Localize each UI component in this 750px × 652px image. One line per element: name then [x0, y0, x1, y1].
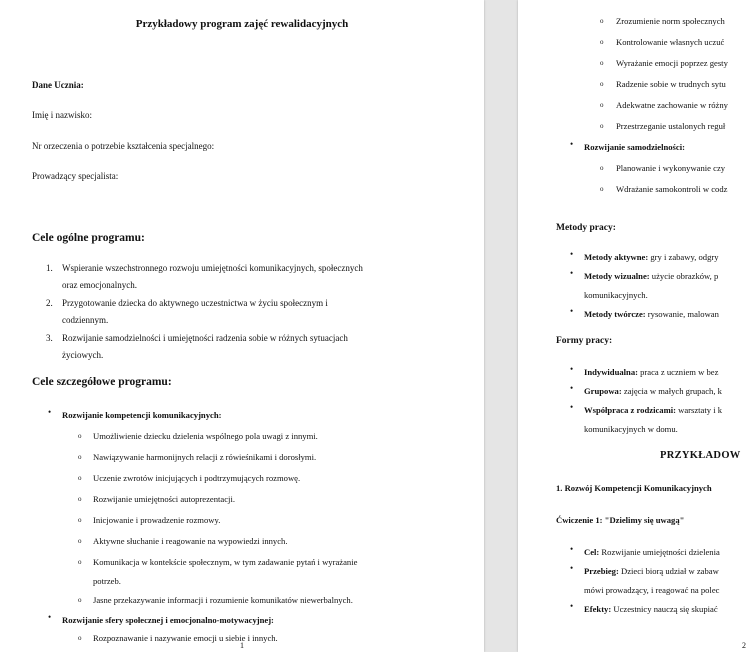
circle-bullet-icon: o: [78, 495, 82, 503]
form-label: Indywidualna:: [584, 367, 638, 377]
section-heading: 1. Rozwój Kompetencji Komunikacyjnych: [556, 483, 712, 493]
social-item: Kontrolowanie własnych uczuć: [616, 37, 725, 47]
document-page-2: [518, 0, 750, 652]
general-goal-text: Wspieranie wszechstronnego rozwoju umiejętności komunikacyjnych, społecznych: [62, 263, 363, 273]
form-text: warsztaty i k: [675, 405, 723, 415]
general-goal-text: Rozwijanie samodzielności i umiejętności radzenia sobie w różnych sytuacjach: [62, 333, 348, 343]
social-item: Radzenie sobie w trudnych sytu: [616, 79, 726, 89]
exercise-label: Przebieg:: [584, 566, 619, 576]
exercise-item: [584, 604, 718, 614]
method-label: Metody wizualne:: [584, 271, 650, 281]
examples-heading: PRZYKŁADOW: [660, 450, 741, 461]
method-item: [584, 271, 718, 281]
communication-item: Jasne przekazywanie informacji i rozumienie komunikatów niewerbalnych.: [93, 595, 353, 605]
exercise-item: [584, 547, 720, 557]
bullet-icon: •: [570, 383, 574, 393]
exercise-text: Rozwijanie umiejętności dzielenia: [599, 547, 720, 557]
bullet-icon: •: [570, 544, 574, 554]
form-text: zajęcia w małych grupach, k: [621, 386, 722, 396]
general-goal-text: Przygotowanie dziecka do aktywnego uczestnictwa w życiu społecznym i: [62, 298, 328, 308]
method-label: Metody aktywne:: [584, 252, 649, 262]
independence-item: Planowanie i wykonywanie czy: [616, 163, 726, 173]
circle-bullet-icon: o: [78, 474, 82, 482]
social-item: Zrozumienie norm społecznych: [616, 16, 725, 26]
social-item: Rozpoznawanie i nazywanie emocji u siebie i innych.: [93, 633, 278, 643]
form-item: [584, 405, 722, 415]
circle-bullet-icon: o: [78, 516, 82, 524]
circle-bullet-icon: o: [600, 185, 604, 193]
page-number: 2: [742, 641, 746, 650]
social-item: Adekwatne zachowanie w różny: [616, 100, 728, 110]
form-text: praca z uczniem w bez: [637, 367, 719, 377]
form-label: Grupowa:: [584, 386, 622, 396]
communication-item: Rozwijanie umiejętności autoprezentacji.: [93, 494, 235, 504]
method-item: komunikacyjnych.: [584, 290, 648, 300]
method-text: użycie obrazków, p: [649, 271, 719, 281]
independence-heading: Rozwijanie samodzielności:: [584, 142, 685, 152]
specialist-label: Prowadzący specjalista:: [32, 171, 119, 181]
communication-item: Inicjowanie i prowadzenie rozmowy.: [93, 515, 221, 525]
circle-bullet-icon: o: [78, 432, 82, 440]
general-goal-text: codziennym.: [62, 315, 109, 325]
method-item: [584, 252, 719, 262]
methods-heading: Metody pracy:: [556, 223, 616, 233]
form-label: Współpraca z rodzicami:: [584, 405, 676, 415]
communication-item: Aktywne słuchanie i reagowanie na wypowiedzi innych.: [93, 536, 288, 546]
social-heading: Rozwijanie sfery społecznej i emocjonalno-motywacyjnej:: [62, 615, 274, 625]
form-item: [584, 386, 722, 396]
independence-item: Wdrażanie samokontroli w codz: [616, 184, 728, 194]
bullet-icon: •: [48, 407, 52, 417]
method-text: rysowanie, malowan: [645, 309, 719, 319]
method-label: Metody twórcze:: [584, 309, 646, 319]
page-number: 1: [240, 641, 244, 650]
communication-heading: Rozwijanie kompetencji komunikacyjnych:: [62, 410, 222, 420]
circle-bullet-icon: o: [600, 17, 604, 25]
document-title: Przykładowy program zajęć rewalidacyjnych: [135, 18, 349, 30]
certificate-number-label: Nr orzeczenia o potrzebie kształcenia specjalnego:: [32, 141, 215, 151]
communication-item: Umożliwienie dziecku dzielenia wspólnego pola uwagi z innymi.: [93, 431, 318, 441]
communication-item: Uczenie zwrotów inicjujących i podtrzymujących rozmowę.: [93, 473, 301, 483]
forms-heading: Formy pracy:: [556, 336, 613, 346]
circle-bullet-icon: o: [600, 59, 604, 67]
method-item: [584, 309, 719, 319]
student-name-label: Imię i nazwisko:: [32, 110, 92, 120]
bullet-icon: •: [570, 139, 574, 149]
exercise-item: [584, 566, 719, 576]
bullet-icon: •: [570, 563, 574, 573]
bullet-icon: •: [570, 402, 574, 412]
circle-bullet-icon: o: [78, 453, 82, 461]
communication-item: potrzeb.: [93, 576, 121, 586]
social-item: Przestrzeganie ustalonych reguł: [616, 121, 726, 131]
exercise-text: Dzieci biorą udział w zabaw: [618, 566, 719, 576]
circle-bullet-icon: o: [600, 101, 604, 109]
general-goal-text: życiowych.: [62, 350, 104, 360]
circle-bullet-icon: o: [78, 558, 82, 566]
exercise-label: Cel:: [584, 547, 600, 557]
general-goal-text: oraz emocjonalnych.: [62, 280, 137, 290]
circle-bullet-icon: o: [78, 537, 82, 545]
student-data-heading: Dane Ucznia:: [32, 80, 84, 90]
bullet-icon: •: [570, 306, 574, 316]
form-item: [584, 367, 718, 377]
exercise-heading: Ćwiczenie 1: "Dzielimy się uwagą": [556, 515, 685, 525]
list-number: 1.: [46, 263, 53, 273]
specific-goals-heading: Cele szczegółowe programu:: [32, 376, 172, 388]
form-item: komunikacyjnych w domu.: [584, 424, 678, 434]
exercise-label: Efekty:: [584, 604, 612, 614]
circle-bullet-icon: o: [600, 80, 604, 88]
circle-bullet-icon: o: [600, 38, 604, 46]
list-number: 2.: [46, 298, 53, 308]
bullet-icon: •: [570, 364, 574, 374]
bullet-icon: •: [48, 612, 52, 622]
list-number: 3.: [46, 333, 53, 343]
circle-bullet-icon: o: [78, 634, 82, 642]
circle-bullet-icon: o: [600, 122, 604, 130]
communication-item: Nawiązywanie harmonijnych relacji z rówieśnikami i dorosłymi.: [93, 452, 317, 462]
bullet-icon: •: [570, 249, 574, 259]
circle-bullet-icon: o: [78, 596, 82, 604]
social-item: Wyrażanie emocji poprzez gesty: [616, 58, 728, 68]
exercise-item: mówi prowadzący, i reagować na polec: [584, 585, 720, 595]
circle-bullet-icon: o: [600, 164, 604, 172]
method-text: gry i zabawy, odgry: [648, 252, 719, 262]
bullet-icon: •: [570, 268, 574, 278]
exercise-text: Uczestnicy nauczą się skupiać: [611, 604, 718, 614]
general-goals-heading: Cele ogólne programu:: [32, 232, 145, 244]
bullet-icon: •: [570, 601, 574, 611]
communication-item: Komunikacja w kontekście społecznym, w tym zadawanie pytań i wyrażanie: [93, 557, 358, 567]
